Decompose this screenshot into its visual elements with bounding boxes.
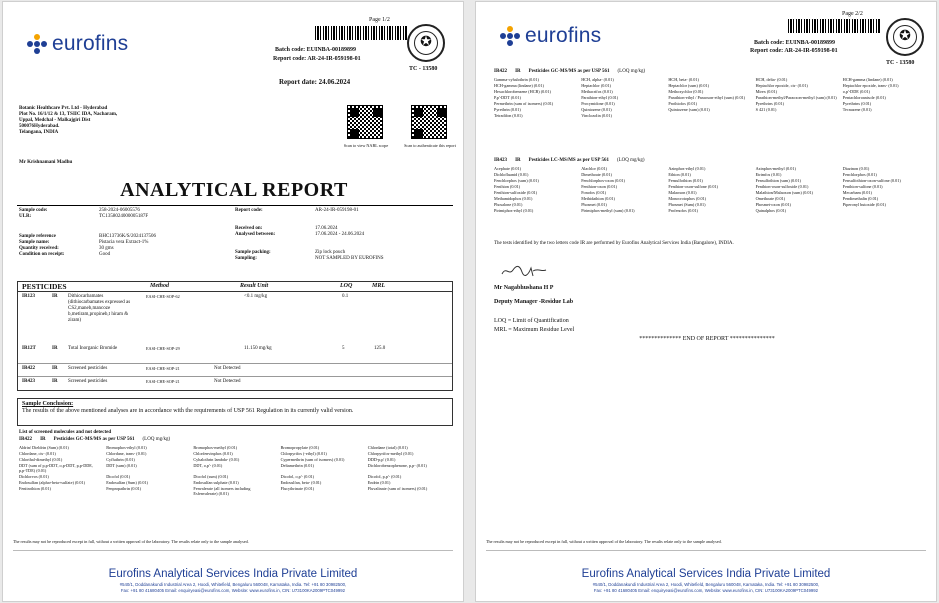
molecule-item: P,p'-DDT (0.01) <box>494 95 521 100</box>
molecule-item: Bromopropylate (0.01) <box>280 445 320 450</box>
molecule-item: Azinphos-ethyl (0.01) <box>668 166 706 171</box>
molecule-item: Chlorthal-dimethyl (0.01) <box>19 457 63 462</box>
molecule-item: Fensulfothion-oxon-sulfone (0.01) <box>842 178 901 183</box>
molecule-item: Phosalone (0.01) <box>494 202 523 207</box>
molecule-item: Fenchlorphos (sum) (0.01) <box>494 178 539 183</box>
molecule-item: Chlorpyrifos (-ethyl) (0.01) <box>280 451 327 456</box>
molecule-item: Tetradifon (0.01) <box>494 113 523 118</box>
molecule-item: Quinalphos (0.01) <box>755 208 787 213</box>
molecule-item: Pyrethrins (0.01) <box>755 101 784 106</box>
molecule-item <box>756 113 837 118</box>
molecule-item: Heptachlor epoxide, trans- (0.01) <box>842 83 899 88</box>
molecule-item: Methacrifos (0.01) <box>581 89 613 94</box>
molecule-item: Fenitrothion (0.01) <box>19 486 51 491</box>
molecule-item: Permethrin (sum of isomers) (0.01) <box>494 101 554 106</box>
footer-company: Eurofins Analytical Services India Private Limited <box>581 568 831 580</box>
end-of-report: ************** END OF REPORT *************** <box>639 336 775 342</box>
molecule-item: Parathion-ethyl / Paraoxon-ethyl (sum) (0.01) <box>668 95 746 100</box>
lc-list-header: IR423 IR Pesticides LC-MS/MS as per USP 561 (LOQ mg/kg) <box>494 158 645 163</box>
brand-name: eurofins <box>52 32 129 55</box>
molecule-item: Aldrin/ Dieldrin (Sum) (0.01) <box>19 445 69 450</box>
molecule-item <box>668 113 749 118</box>
gc-molecule-list <box>494 77 924 118</box>
sample-info-left: Sample code: 258-2024-06005576 ULR: TC1358024000005187F Sample reference BHC13736K/S/2024137506 Sample name: Pistacia vera Extract-1% Quantity received: 30 gms Condition on receipt: Good <box>19 208 156 257</box>
molecule-item: Ethion (0.01) <box>668 172 691 177</box>
molecule-item: Vinclozolin (0.01) <box>581 113 612 118</box>
molecule-item: Profenofos (0.01) <box>668 208 698 213</box>
results-table <box>17 281 453 391</box>
molecule-item: Dimethoate (0.01) <box>581 172 612 177</box>
molecule-item: Fonofos (0.01) <box>581 190 607 195</box>
molecule-item: Phosmet (0.01) <box>581 202 607 207</box>
molecule-item: o,p'-DDE (0.01) <box>842 89 870 94</box>
molecule-item: Fensulfothion (0.01) <box>668 178 703 183</box>
batch-code: Batch code: EUINBA-00189899 <box>275 47 356 53</box>
eurofins-logo <box>500 24 601 48</box>
report-date: Report date: 24.06.2024 <box>279 78 351 86</box>
qr-caption-nabl: Scan to view NABL scope <box>343 143 389 148</box>
screened-list-header: IR422 IR Pesticides GC-MS/MS as per USP 561 (LOQ mg/kg) <box>19 437 171 442</box>
eurofins-dots-icon <box>500 26 520 46</box>
molecule-item: Phosmet-oxon (0.01) <box>755 202 791 207</box>
molecule-item: Pendimethalin (0.01) <box>842 196 879 201</box>
footer-address-1: #540/1, Doddanakundi Industrial Area 2, Hoodi, Whitefield, Bengaluru 560048, Karnataka, India. Tel: +91 80 30982500, <box>592 582 820 587</box>
page-number: Page 1/2 <box>369 17 390 23</box>
brand-name: eurofins <box>525 24 602 47</box>
sample-info-right: Report code: AR-24-IR-059198-01 Received on: 17.06.2024 Analysed between: 17.06.2024 - 24.06.2024 Sample packing: Zip lock pouch Sampling: NOT SAMPLED BY EUROFINS <box>235 208 384 261</box>
molecule-item: Chlorpyrifos-methyl (0.01) <box>367 451 414 456</box>
molecule-item: Fluvalinate (sum of isomers) (0.01) <box>367 486 428 491</box>
footer-address-2: Fax: +91 80 41680405 Email: enquiryeasi@eurofins.com, Website: www.eurofins.in, CIN: U73100KA2009PTC049992 <box>120 588 346 593</box>
molecule-item: Pirimiphos-ethyl (0.01) <box>494 208 534 213</box>
molecule-item: Prothiofos (0.01) <box>668 101 698 106</box>
molecule-item: Malaoxon (0.01) <box>668 190 697 195</box>
molecule-item: Fenchlorphos-oxon (0.01) <box>581 178 625 183</box>
signature <box>500 262 548 283</box>
table-row: IR423 IR Screened pesticides EASI-CHE-SOP-21 Not Detected <box>22 379 241 384</box>
signatory-name: Mr Nagabhushana H P <box>494 285 554 291</box>
loq-definition: LOQ = Limit of Quantification <box>494 318 569 324</box>
molecule-item: Dicofol (0.01) <box>106 474 131 479</box>
molecule-item: Fenthion-oxon (0.01) <box>581 184 618 189</box>
molecule-item: Parathion-ethyl (0.01) <box>581 95 619 100</box>
molecule-item: Fenthion-sulfone (0.01) <box>842 184 883 189</box>
molecule-item: Heptachlor epoxide, cis- (0.01) <box>755 83 808 88</box>
molecule-item <box>843 208 924 213</box>
tc-number: TC - 13580 <box>886 60 915 66</box>
molecule-item: HCH, alpha- (0.01) <box>581 77 614 82</box>
molecule-item: Dicofol (sum) (0.01) <box>193 474 229 479</box>
molecule-item: S 421 (0.01) <box>755 107 777 112</box>
report-page-1 <box>2 1 464 602</box>
table-row: IR123 IR Dithiocarbamates (dithiocarbamates expressed as CS2,maneb,mancoze b,metiram,propineb,t hiram & ziram) EASI-CHE-SOP-62 <0.1 mg/kg 0.1 <box>22 294 349 323</box>
molecule-item: Dicofol, o,p'- (0.01) <box>280 474 315 479</box>
molecule-item: Quintozene (0.01) <box>581 107 612 112</box>
molecule-item: Pyrethrins (0.01) <box>842 101 872 106</box>
molecule-item: Fenthion-sulfoxide (0.01) <box>494 190 538 195</box>
molecule-item: Quintozene (sum) (0.01) <box>668 107 710 112</box>
client-address: Botanic Healthcare Pvt. Ltd - Hyderabad Plot No. 16/1/12 & 13, TSIIC IDA, Nacharam, Uppal, Medchal - Malkajgiri Dist 500076Hyderabad. Telangana, INDIA <box>19 106 118 135</box>
molecule-item: Dichlorobenzophenone, p,p- (0.01) <box>367 463 427 468</box>
barcode <box>315 26 407 40</box>
molecule-item: Endrin (0.01) <box>367 480 391 485</box>
molecule-item: Chlordane, cis- (0.01) <box>19 451 56 456</box>
report-title: ANALYTICAL REPORT <box>120 179 348 201</box>
signatory-designation: Deputy Manager -Residue Lab <box>494 299 574 305</box>
molecule-item: Deltamethrin (0.01) <box>280 463 314 468</box>
molecule-item: Tecnazene (0.01) <box>842 107 872 112</box>
disclaimer: The results may not be reproduced except in full, without a written approval of the laboratory. The results relate only to the sample analysed. <box>13 539 249 544</box>
signature-icon <box>500 262 548 280</box>
tc-number: TC - 13580 <box>409 66 438 72</box>
molecule-item: Mirex (0.01) <box>755 89 777 94</box>
qr-caption-auth: Scan to authenticate this report <box>404 143 456 148</box>
sample-conclusion: Sample Conclusion: The results of the above mentioned analyses are in accordance with the requirements of USP 561 Regulation in its currently valid version. <box>17 398 453 426</box>
screened-list-title: List of screened molecules and not detected <box>19 430 112 435</box>
molecule-item: Bromophos-ethyl (0.01) <box>106 445 147 450</box>
eurofins-logo <box>27 32 128 56</box>
molecule-item: Fenthion-oxon-sulfone (0.01) <box>668 184 718 189</box>
molecule-item: Fenvalerate (all isomers including Esfenvalerate) (0.01) <box>193 486 251 496</box>
footer-address-1: #540/1, Doddanakundi Industrial Area 2, Hoodi, Whitefield, Bengaluru 560048, Karnataka, India. Tel: +91 80 30982500, <box>119 582 347 587</box>
molecule-item: Dichlorvos (0.01) <box>19 474 49 479</box>
table-row: IR422 IR Screened pesticides EASI-CHE-SOP-21 Not Detected <box>22 366 241 371</box>
molecule-item: Chlordane (total) (0.01) <box>367 445 408 450</box>
molecule-item: Methoxychlor (0.01) <box>668 89 704 94</box>
molecule-item: Dicofol, p,p'- (0.01) <box>367 474 402 479</box>
page-number: Page 2/2 <box>842 11 863 17</box>
table-row: IR12T IR Total Inorganic Bromide EASI-CHE-SOP-29 11.150 mg/kg 5 125.0 <box>22 346 386 351</box>
molecule-item: Malathion/Malaoxon (sum) (0.01) <box>755 190 813 195</box>
disclaimer: The results may not be reproduced except in full, without a written approval of the laboratory. The results relate only to the sample analysed. <box>486 539 722 544</box>
molecule-item: Chlorfenvinphos (0.01) <box>193 451 233 456</box>
molecule-item: Endosulfan, beta- (0.01) <box>280 480 322 485</box>
molecule-item: Cyfluthrin (0.01) <box>106 457 135 462</box>
molecule-item: Bromophos-methyl (0.01) <box>193 445 238 450</box>
molecule-item: Endosulfan (alpha+beta+sulfate) (0.01) <box>19 480 86 485</box>
molecule-item: Hexachlorobenzene (HCB) (0.01) <box>494 89 551 94</box>
molecule-item: Pirimiphos-methyl (sum) (0.01) <box>581 208 635 213</box>
mrl-definition: MRL = Maximum Residue Level <box>494 327 575 333</box>
molecule-item: Dichlofluanid (0.01) <box>494 172 529 177</box>
molecule-item: DDT, o,p'- (0.01) <box>193 463 223 468</box>
molecule-item: Endosulfan sulphate (0.01) <box>193 480 239 485</box>
nabl-seal-icon: ✪ <box>886 18 924 56</box>
molecule-item: Heptachlor (sum) (0.01) <box>668 83 709 88</box>
molecule-item: Fenpropathrin (0.01) <box>106 486 142 491</box>
report-code-header: Report code: AR-24-IR-059198-01 <box>750 48 838 54</box>
molecule-item: Methidathion (0.01) <box>581 196 615 201</box>
molecule-item: Monocrotophos (0.01) <box>668 196 707 201</box>
molecule-item: HCH, delta- (0.01) <box>755 77 788 82</box>
molecule-item: Cypermethrin (sum of isomers) (0.01) <box>280 457 345 462</box>
molecule-item: Fenthion (0.01) <box>494 184 521 189</box>
molecule-item: Alachlor (0.01) <box>581 166 608 171</box>
divider <box>17 205 453 206</box>
eurofins-dots-icon <box>27 34 47 54</box>
molecule-item: Cyhalothrin lambda- (0.01) <box>193 457 240 462</box>
molecule-item: Etrimfos (0.01) <box>755 172 782 177</box>
authenticate-qr[interactable] <box>411 105 447 139</box>
molecule-item: Fenthion-oxon-sulfoxide (0.01) <box>755 184 809 189</box>
lc-molecule-list <box>494 166 924 213</box>
footer-company: Eurofins Analytical Services India Private Limited <box>108 568 358 580</box>
molecule-item: HCH-gamma (lindane) (0.01) <box>494 83 544 88</box>
molecule-item: Fensulfothion (sum) (0.01) <box>755 178 801 183</box>
molecule-item: Omethoate (0.01) <box>755 196 786 201</box>
batch-code: Batch code: EUINBA-00189899 <box>754 40 835 46</box>
molecule-item: Azinphos-methyl (0.01) <box>755 166 796 171</box>
molecule-item: Diazinon (0.01) <box>842 166 870 171</box>
molecule-item: Phosmet (Sum) (0.01) <box>668 202 706 207</box>
molecule-item: DDT (sum of p,p-DDT, o,p-DDT, p,p-DDE, p,p-TDE) (0.01) <box>19 463 93 473</box>
nabl-seal-icon: ✪ <box>407 24 445 62</box>
molecule-item: DDT (sum) (0.01) <box>106 463 137 468</box>
molecule-item <box>843 113 924 118</box>
molecule-item: Chlordane, trans- (0.01) <box>106 451 147 456</box>
molecule-item: Pyrethrin (0.01) <box>494 107 521 112</box>
molecule-item: HCH-gamma (lindane) (0.01) <box>842 77 893 82</box>
molecule-item: Methamidophos (0.01) <box>494 196 533 201</box>
molecule-list <box>19 445 449 496</box>
tests-note: The tests identified by the two letters code IR are performed by Eurofins Analytical Services India (Bangalore), INDIA. <box>494 241 734 246</box>
molecule-item: DDD-p,p' (0.01) <box>367 457 396 462</box>
molecule-item: Flucythrinate (0.01) <box>280 486 315 491</box>
footer-address-2: Fax: +91 80 41680405 Email: enquiryeasi@eurofins.com, Website: www.eurofins.in, CIN: U73100KA2009PTC049992 <box>593 588 819 593</box>
molecule-item: Piperonyl butoxide (0.01) <box>842 202 886 207</box>
molecule-item: HCH, beta- (0.01) <box>668 77 699 82</box>
barcode <box>788 19 880 33</box>
molecule-item: Endosulfan (Sum) (0.01) <box>106 480 148 485</box>
molecule-item: Gamma-cyhalothrin (0.01) <box>494 77 539 82</box>
molecule-item: Parathion-methyl/Paraoxon-methyl (sum) (0.01) <box>755 95 837 100</box>
molecule-item: Fenchlorphos (0.01) <box>842 172 877 177</box>
molecule-item: Heptachlor (0.01) <box>581 83 611 88</box>
report-page-2 <box>475 1 937 602</box>
molecule-item: Procymidone (0.01) <box>581 101 615 106</box>
gc-list-header: IR422 IR Pesticides GC-MS/MS as per USP 561 (LOQ mg/kg) <box>494 69 646 74</box>
nabl-scope-qr[interactable] <box>347 105 383 139</box>
molecule-item: Pentachloroanisole (0.01) <box>842 95 886 100</box>
results-table-header: PESTICIDES Method Result Unit LOQ MRL <box>18 282 452 292</box>
molecule-item: Mecarbam (0.01) <box>842 190 872 195</box>
report-code-header: Report code: AR-24-IR-059198-01 <box>273 56 361 62</box>
molecule-item: Acephate (0.01) <box>494 166 521 171</box>
contact-name: Mr Krishnamani Madhu <box>19 160 73 165</box>
